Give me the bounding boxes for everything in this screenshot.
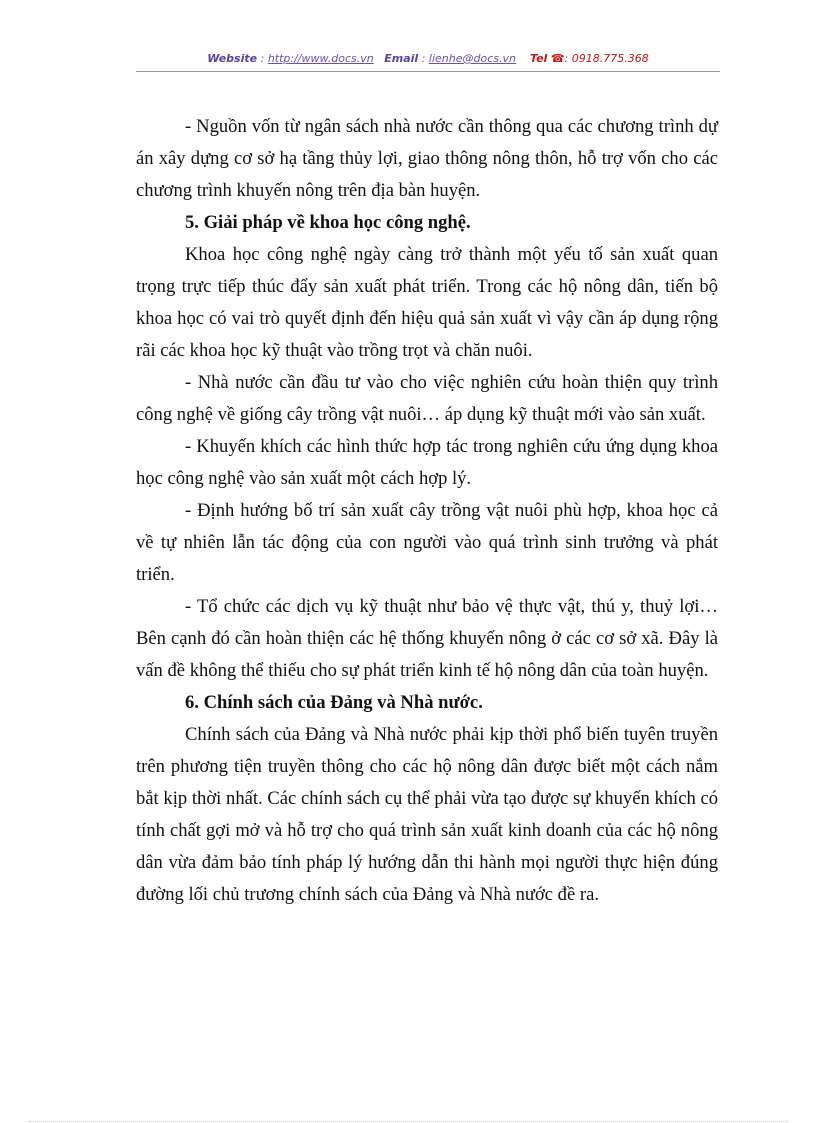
website-separator: : <box>257 52 268 65</box>
section-heading-6: 6. Chính sách của Đảng và Nhà nước. <box>185 692 483 713</box>
paragraph-policy: Chính sách của Đảng và Nhà nước phải kịp thời phổ biến tuyên truyền trên phương tiện truyền thông cho các hộ nông dân được biết một cách nắm bắt kịp thời nhất. Các chính sách cụ thể phải vừa tạo được sự khuyến khích có tính chất gợi mở và hỗ trợ cho quá trình sản xuất kinh doanh của các hộ nông dân vừa đảm bảo tính pháp lý hướng dẫn thi hành mọi người thực hiện đúng đường lối chủ trương chính sách của Đảng và Nhà nước đề ra. <box>136 724 718 905</box>
header-divider <box>136 71 720 72</box>
section-heading-5: 5. Giải pháp về khoa học công nghệ. <box>185 212 471 233</box>
paragraph-funding: - Nguồn vốn từ ngân sách nhà nước cần thông qua các chương trình dự án xây dựng cơ sở hạ tầng thủy lợi, giao thông nông thôn, hỗ trợ vốn cho các chương trình khuyến nông trên địa bàn huyện. <box>136 116 718 201</box>
document-body <box>136 111 718 911</box>
paragraph-state-investment: - Nhà nước cần đầu tư vào cho việc nghiên cứu hoàn thiện quy trình công nghệ về giống cây trồng vật nuôi… áp dụng kỹ thuật mới vào sản xuất. <box>136 372 718 425</box>
paragraph-science-intro: Khoa học công nghệ ngày càng trở thành một yếu tố sản xuất quan trọng trực tiếp thúc đẩy sản xuất phát triển. Trong các hộ nông dân, tiến bộ khoa học có vai trò quyết định đến hiệu quả sản xuất vì vậy cần áp dụng rộng rãi các khoa học kỹ thuật vào trồng trọt và chăn nuôi. <box>136 244 718 361</box>
website-link[interactable]: http://www.docs.vn <box>267 52 374 65</box>
email-link[interactable]: lienhe@docs.vn <box>428 52 516 65</box>
paragraph-orientation: - Định hướng bố trí sản xuất cây trồng vật nuôi phù hợp, khoa học cả về tự nhiên lẫn tác động của con người vào quá trình sinh trưởng và phát triển. <box>136 500 718 585</box>
phone-icon: ☎ <box>550 52 565 65</box>
tel-label: Tel <box>529 52 548 65</box>
email-separator: : <box>418 52 429 65</box>
footer-divider <box>28 1121 788 1122</box>
website-label: Website <box>207 52 258 65</box>
paragraph-technical-services: - Tổ chức các dịch vụ kỹ thuật như bảo vệ thực vật, thú y, thuỷ lợi… Bên cạnh đó cần hoàn thiện các hệ thống khuyến nông ở các cơ sở xã. Đây là vấn đề không thể thiếu cho sự phát triển kinh tế hộ nông dân của toàn huyện. <box>136 596 718 681</box>
email-label: Email <box>384 52 419 65</box>
tel-number: : 0918.775.368 <box>564 52 649 65</box>
paragraph-cooperation: - Khuyến khích các hình thức hợp tác trong nghiên cứu ứng dụng khoa học công nghệ vào sản xuất một cách hợp lý. <box>136 436 718 489</box>
page-header <box>136 52 720 65</box>
